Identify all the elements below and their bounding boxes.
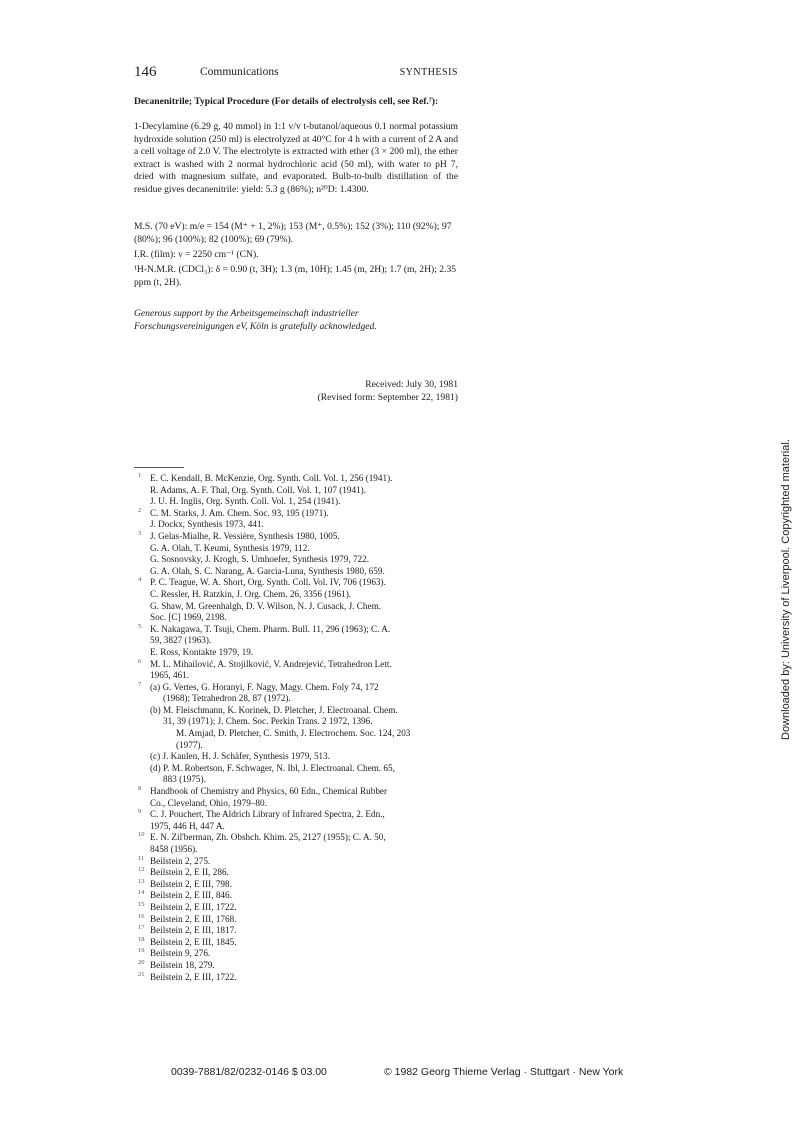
reference-line: (d) P. M. Robertson, F. Schwager, N. Ibl, J. Electroanal. Chem. 65, [150,762,395,773]
reference-item [134,937,464,949]
reference-line: R. Adams, A. F. Thal, Org. Synth. Coll. Vol. 1, 107 (1941). [150,484,367,495]
reference-item [134,531,464,577]
download-watermark: Downloaded by: University of Liverpool. Copyrighted material. [780,439,792,740]
reference-line: 8458 (1956). [150,844,198,854]
reference-line: 1975, 446 H, 447 A. [150,820,225,831]
section-name: Communications [200,66,279,78]
reference-line: Soc. [C] 1969, 2198. [150,612,227,623]
nmr-data: ¹H-N.M.R. (CDCl₃): δ = 0.90 (t, 3H); 1.3 (m, 10H); 1.45 (m, 2H); 1.7 (m, 2H); 2.35 ppm (t, 2H). [134,264,457,288]
reference-number: 16 [138,912,145,920]
procedure-title: Decanenitrile; Typical Procedure (For details of electrolysis cell, see Ref.⁷): [134,96,439,107]
acknowledgement: Generous support by the Arbeitsgemeinschaft industrieller Forschungsvereinigungen eV, Köln is gratefully acknowledged. [134,308,377,332]
reference-line: Beilstein 2, E III, 798. [150,878,232,889]
reference-item [134,972,464,984]
mass-spectrum-data: M.S. (70 eV): m/e = 154 (M⁺ + 1, 2%); 153 (M⁺, 0.5%); 152 (3%); 110 (92%); 97 (80%); 96 (100%); 82 (100%); 69 (79%). [134,221,452,245]
reference-line: G. Shaw, M. Greenhalgh, D. V. Wilson, N. J. Cusack, J. Chem. [150,600,382,611]
reference-line: J. Gelas-Mialhe, R. Vessière, Synthesis 1980, 1005. [150,530,340,541]
reference-number: 2 [138,506,142,514]
reference-item [134,914,464,926]
reference-line: Beilstein 18, 279. [150,959,215,970]
reference-item [134,682,464,786]
reference-item [134,624,464,659]
reference-number: 20 [138,958,145,966]
reference-line: J. U. H. Inglis, Org. Synth. Coll. Vol. 1, 254 (1941). [150,496,341,507]
reference-line: C. Ressler, H. Ratzkin, J. Org. Chem. 26, 3356 (1961). [150,588,352,599]
reference-number: 17 [138,924,145,932]
reference-line: C. J. Pouchert, The Aldrich Library of Infrared Spectra, 2. Edn., [150,809,385,820]
reference-item [134,856,464,868]
reference-number: 11 [138,854,145,862]
reference-number: 21 [138,970,145,978]
reference-item [134,659,464,682]
reference-item [134,809,464,832]
reference-number: 5 [138,622,142,630]
reference-number: 8 [138,785,142,793]
reference-number: 18 [138,935,145,943]
reference-item [134,879,464,891]
reference-number: 19 [138,947,145,955]
reference-item [134,473,464,508]
reference-line: Beilstein 2, E III, 1845. [150,936,237,947]
reference-line: 31, 39 (1971); J. Chem. Soc. Perkin Trans. 2 1972, 1396. [163,716,373,727]
reference-item [134,832,464,855]
reference-line: (a) G. Vertes, G. Horanyi, F. Nagy, Magy. Chem. Foly 74, 172 [150,681,379,692]
issn-code: 0039-7881/82/0232-0146 $ 03.00 [171,1066,327,1078]
reference-line: Handbook of Chemistry and Physics, 60 Edn., Chemical Rubber [150,786,388,797]
reference-line: 883 (1975). [163,774,206,785]
reference-line: E. N. Zil'berman, Zh. Obshch. Khim. 25, 2127 (1955); C. A. 50, [150,832,386,843]
reference-line: M. L. Mihailović, A. Stojilković, V. Andrejević, Tetrahedron Lett. [150,658,392,669]
reference-item [134,960,464,972]
footnote-divider [134,467,184,468]
reference-line: Beilstein 9, 276. [150,948,211,959]
reference-number: 7 [138,680,142,688]
reference-line: Beilstein 2, E III, 1722. [150,901,237,912]
reference-list [134,473,464,983]
reference-line: Co., Cleveland, Ohio, 1979–80. [150,797,267,808]
reference-line: P. C. Teague, W. A. Short, Org. Synth. Coll. Vol. IV, 706 (1963). [150,577,386,588]
reference-item [134,786,464,809]
reference-item [134,902,464,914]
reference-line: E. Ross, Kontakte 1979, 19. [150,646,254,657]
reference-number: 9 [138,808,142,816]
reference-number: 14 [138,889,145,897]
reference-line: G. A. Olah, T. Keumi, Synthesis 1979, 112. [150,542,310,553]
ir-data: I.R. (film): ν = 2250 cm⁻¹ (CN). [134,249,259,260]
reference-line: E. C. Kendall, B. McKenzie, Org. Synth. Coll. Vol. 1, 256 (1941). [150,473,393,483]
reference-line: 1965, 461. [150,670,190,681]
reference-line: (c) J. Kaulen, H. J. Schäfer, Synthesis 1979, 513. [150,751,331,762]
received-date: Received: July 30, 1981 [365,379,458,390]
revised-date: (Revised form: September 22, 1981) [317,391,458,403]
reference-line: G. Sosnovsky, J. Krogh, S. Umhoefer, Synthesis 1979, 722. [150,554,370,565]
reference-line: M. Amjad, D. Pletcher, C. Smith, J. Electrochem. Soc. 124, 203 [176,728,411,739]
reference-number: 3 [138,529,142,537]
reference-number: 15 [138,900,145,908]
reference-item [134,890,464,902]
reference-line: Beilstein 2, E II, 286. [150,867,229,878]
reference-item [134,948,464,960]
reference-line: Beilstein 2, E III, 846. [150,890,232,901]
reference-number: 12 [138,866,145,874]
reference-item [134,867,464,879]
copyright-line: © 1982 Georg Thieme Verlag · Stuttgart · New York [384,1066,624,1078]
reference-line: Beilstein 2, E III, 1722. [150,971,237,982]
reference-number: 1 [138,472,142,479]
reference-number: 6 [138,657,142,665]
reference-line: 59, 3827 (1963). [150,635,212,646]
reference-number: 4 [138,576,142,584]
reference-line: G. A. Olah, S. C. Narang, A. Garcia-Luna, Synthesis 1980, 659. [150,565,385,576]
reference-line: Beilstein 2, E III, 1817. [150,925,237,936]
reference-line: Beilstein 2, 275. [150,855,211,866]
procedure-paragraph: 1-Decylamine (6.29 g, 40 mmol) in 1:1 v/v t-butanol/aqueous 0.1 normal potassium hydroxide solution (250 ml) is electrolyzed at 40°C for 4 h with a current of 2 A and a cell voltage of 2.0 V. The electrolyte is extracted with ether (3 × 200 ml), the ether extract is washed with 2 normal hydrochloric acid (50 ml), with water to pH 7, dried with magnesium sulfate, and evaporated. Bulb-to-bulb distillation of the residue gives decanenitrile: yield: 5.3 g (86%); n²⁰D: 1.4300. [134,121,458,195]
reference-line: (1968); Tetrahedron 28, 87 (1972). [163,693,291,704]
reference-item [134,508,464,531]
reference-number: 10 [138,831,145,839]
reference-line: (1977). [176,739,203,750]
journal-name: SYNTHESIS [399,67,458,78]
reference-line: J. Dockx, Synthesis 1973, 441. [150,519,264,530]
reference-item [134,577,464,623]
received-dates [318,379,458,404]
reference-item [134,925,464,937]
reference-line: (b) M. Fleischmann, K. Korinek, D. Pletcher, J. Electroanal. Chem. [150,704,398,715]
reference-line: Beilstein 2, E III, 1768. [150,913,237,924]
page-header [134,64,458,82]
reference-line: K. Nakagawa, T. Tsuji, Chem. Pharm. Bull. 11, 296 (1963); C. A. [150,623,391,634]
reference-number: 13 [138,877,145,885]
reference-line: C. M. Starks, J. Am. Chem. Soc. 93, 195 (1971). [150,507,329,518]
page-number: 146 [134,64,157,80]
